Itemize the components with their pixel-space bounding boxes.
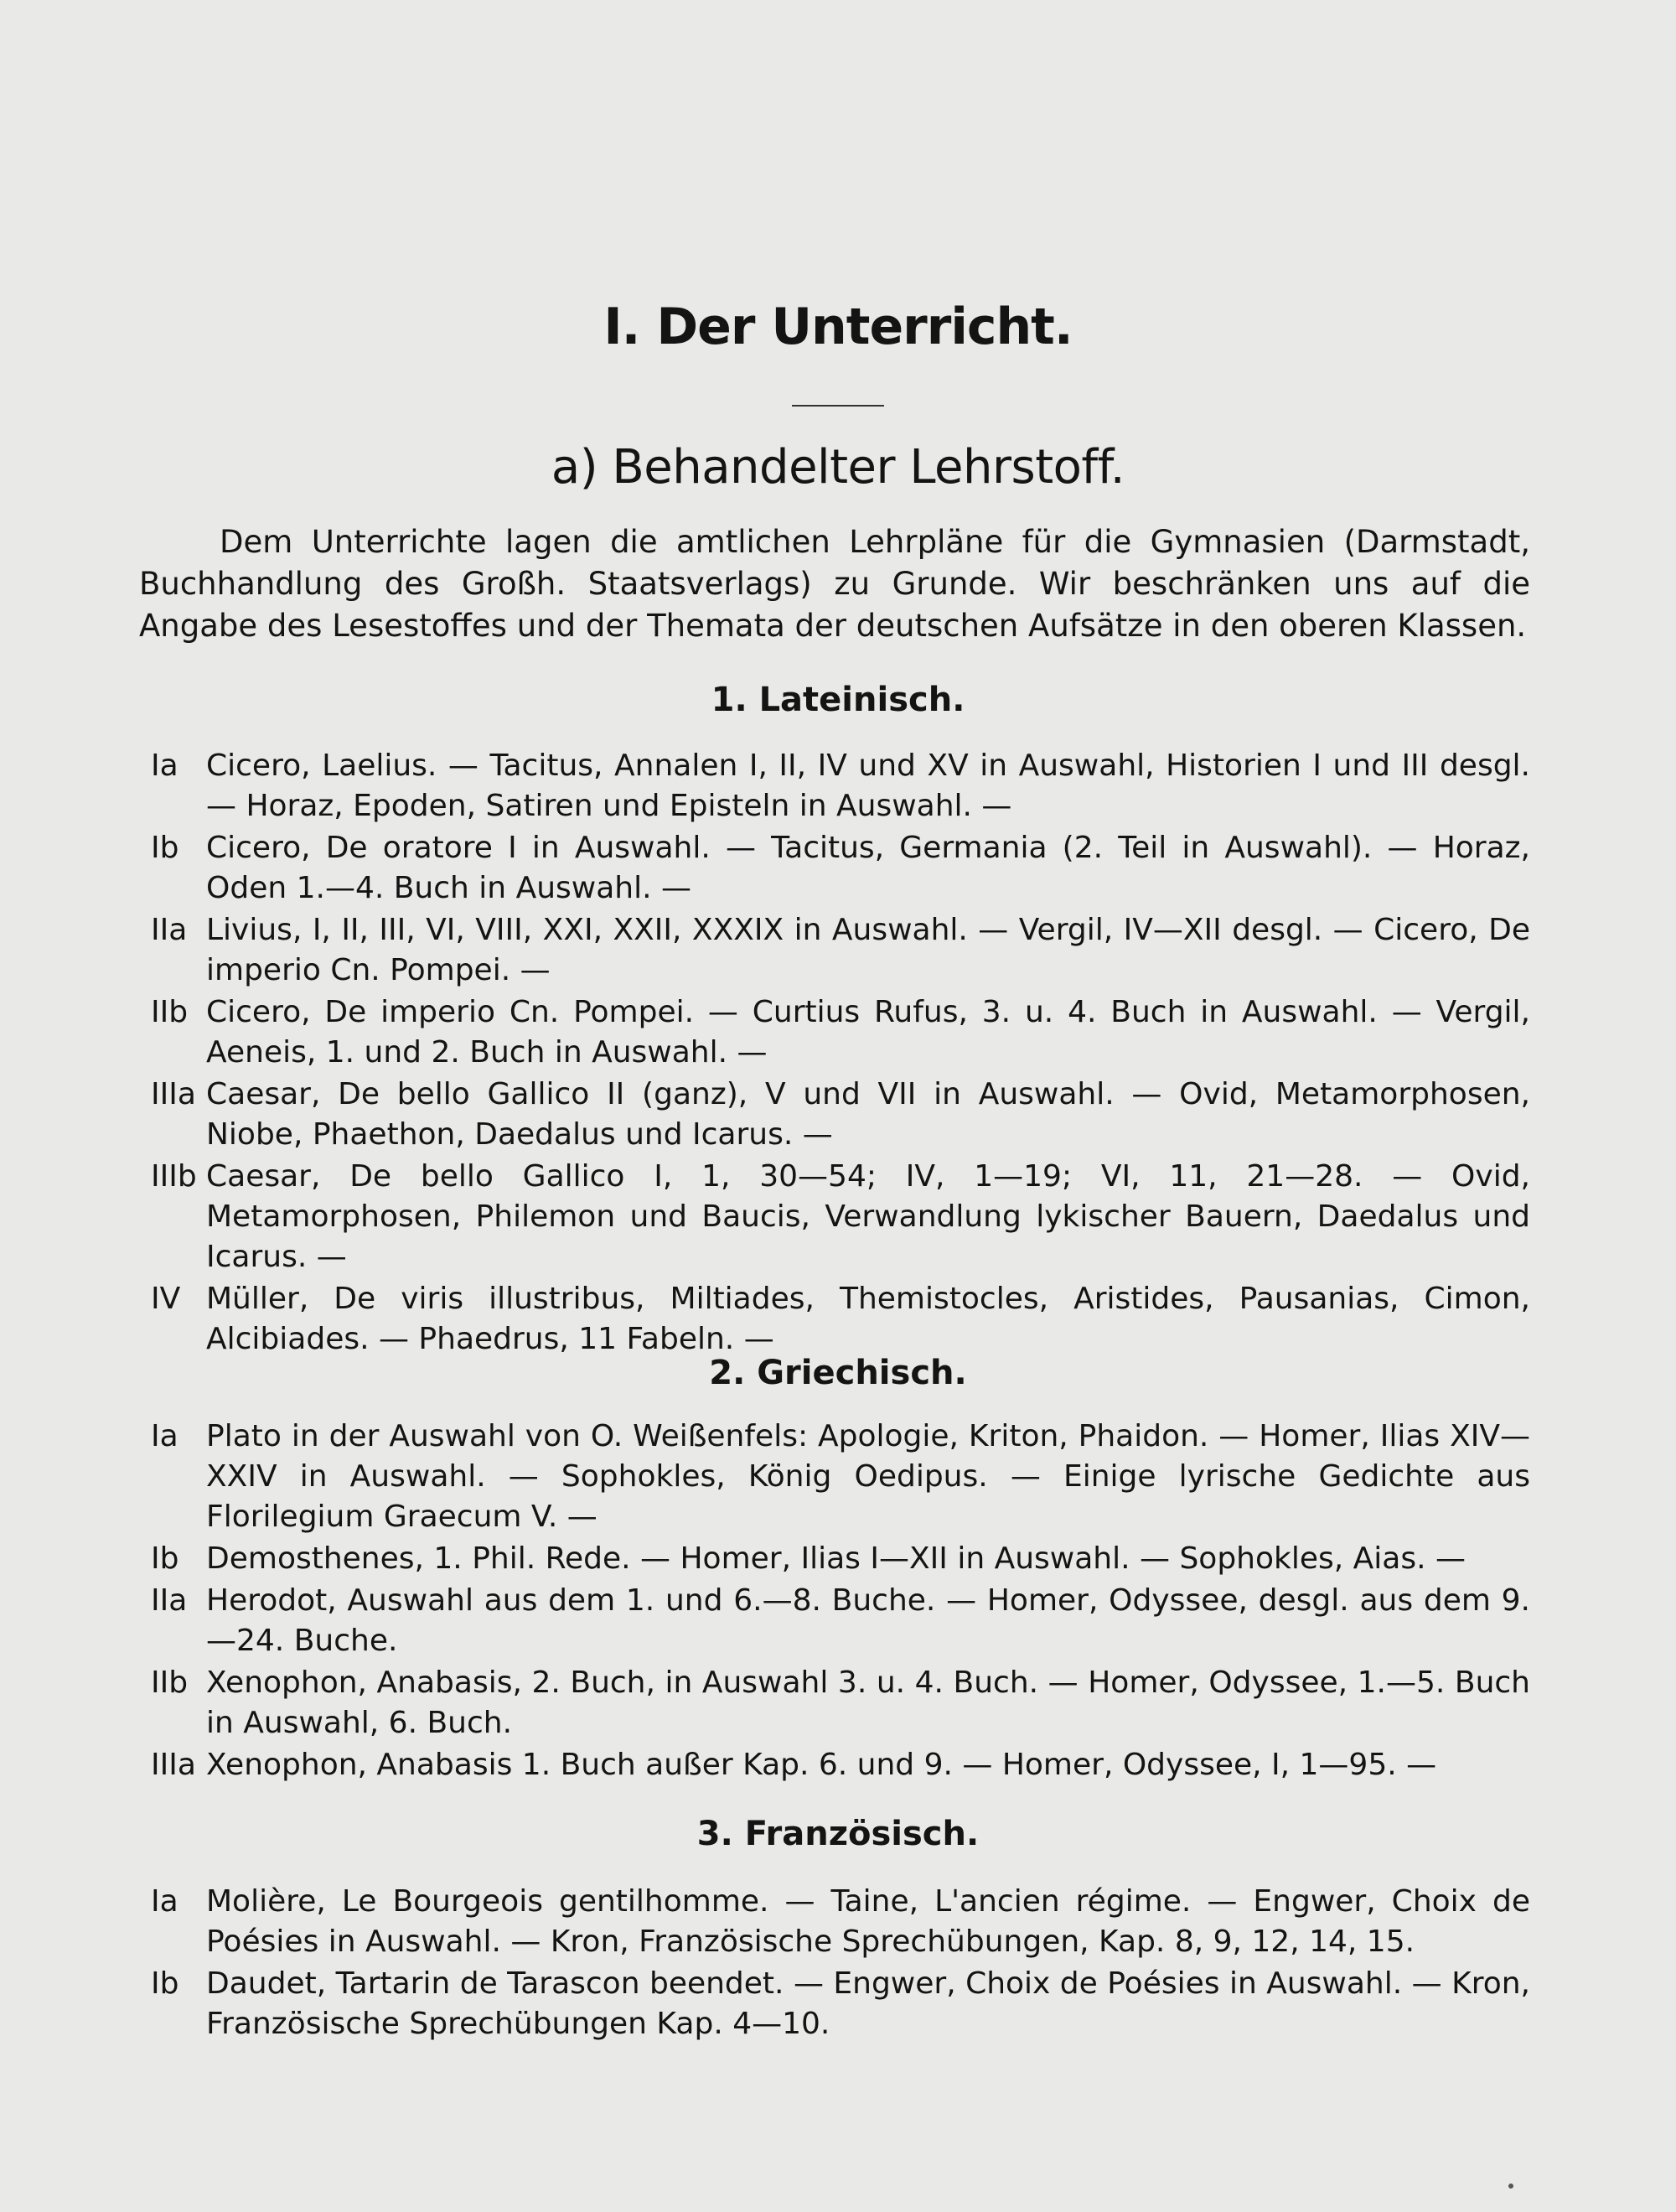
entry-french-ia [139,1882,1530,1962]
section-heading-french: 3. Französisch. [696,1815,980,1853]
entry-text: Caesar, De bello Gallico I, 1, 30—54; IV, 1—19; VI, 11, 21—28. — Ovid, Metamorphosen, Philemon und Baucis, Verwandlung lykischer Bauern, Daedalus und Icarus. — [206,1159,1530,1274]
class-label: IIb [151,995,189,1029]
entry-text: Cicero, De oratore I in Auswahl. — Tacitus, Germania (2. Teil in Auswahl). — Horaz, Oden 1.—4. Buch in Auswahl. — [206,831,1530,905]
entry-text: Caesar, De bello Gallico II (ganz), V und VII in Auswahl. — Ovid, Metamorphosen, Niobe, Phaethon, Daedalus und Icarus. — [206,1077,1530,1152]
entry-text: Cicero, Laelius. — Tacitus, Annalen I, II, IV und XV in Auswahl, Historien I und III desgl. — Horaz, Epoden, Satiren und Episteln in Auswahl. — [206,749,1530,823]
intro-paragraph: Dem Unterrichte lagen die amtlichen Lehrpläne für die Gymnasien (Darmstadt, Buchhandlung des Großh. Staatsverlags) zu Grunde. Wir beschränken uns auf die Angabe des Lesestoffes und der Themata der deutschen Aufsätze in den oberen Klassen. [139,524,1530,644]
class-label: IIa [151,1583,188,1618]
class-label: IIa [151,913,188,947]
class-label: IIIb [151,1159,197,1194]
entry-text: Daudet, Tartarin de Tarascon beendet. — Engwer, Choix de Poésies in Auswahl. — Kron, Französische Sprechübungen Kap. 4—10. [206,1966,1530,2041]
entry-text: Müller, De viris illustribus, Miltiades, Themistocles, Aristides, Pausanias, Cimon, Alcibiades. — Phaedrus, 11 Fabeln. — [206,1282,1530,1356]
entry-text: Xenophon, Anabasis 1. Buch außer Kap. 6. und 9. — Homer, Odyssee, I, 1—95. — [206,1748,1437,1782]
entry-latin-iib [139,992,1530,1073]
entry-latin-iiia [139,1075,1530,1155]
class-label: IIIa [151,1748,196,1782]
entry-text: Plato in der Auswahl von O. Weißenfels: Apologie, Kriton, Phaidon. — Homer, Ilias XIV—XXIV in Auswahl. — Sophokles, König Oedipus. — Einige lyrische Gedichte aus Florilegium Graecum V. — [206,1419,1530,1534]
title-divider [792,405,884,407]
entry-text: Livius, I, II, III, VI, VIII, XXI, XXII, XXXIX in Auswahl. — Vergil, IV—XII desgl. — Cicero, De imperio Cn. Pompei. — [206,913,1530,987]
section-heading-greek: 2. Griechisch. [709,1354,967,1392]
entry-greek-iiia [139,1745,1530,1785]
class-label: Ia [151,1884,178,1919]
class-label: IIb [151,1665,189,1700]
entry-latin-iv [139,1279,1530,1360]
entry-greek-ia [139,1417,1530,1537]
entry-greek-ib [139,1539,1530,1579]
paper-speck [1508,2184,1513,2189]
section-greek-list [139,1417,1530,1787]
entry-latin-iiib [139,1157,1530,1277]
entry-french-ib [139,1964,1530,2044]
class-label: Ib [151,831,179,865]
section-heading-latin: 1. Lateinisch. [711,681,965,719]
entry-text: Xenophon, Anabasis, 2. Buch, in Auswahl 3. u. 4. Buch. — Homer, Odyssee, 1.—5. Buch in Auswahl, 6. Buch. [206,1665,1530,1740]
entry-text: Cicero, De imperio Cn. Pompei. — Curtius Rufus, 3. u. 4. Buch in Auswahl. — Vergil, Aeneis, 1. und 2. Buch in Auswahl. — [206,995,1530,1070]
class-label: Ia [151,749,178,783]
class-label: Ia [151,1419,178,1453]
entry-greek-iib [139,1663,1530,1743]
entry-greek-iia [139,1581,1530,1661]
class-label: Ib [151,1966,179,2001]
class-label: IIIa [151,1077,196,1111]
entry-latin-ib [139,828,1530,909]
class-label: Ib [151,1541,179,1576]
sub-title: a) Behandelter Lehrstoff. [551,440,1125,495]
class-label: IV [151,1282,181,1316]
section-french-list [139,1882,1530,2046]
entry-latin-iia [139,910,1530,991]
entry-text: Molière, Le Bourgeois gentilhomme. — Taine, L'ancien régime. — Engwer, Choix de Poésies in Auswahl. — Kron, Französische Sprechübungen, Kap. 8, 9, 12, 14, 15. [206,1884,1530,1959]
entry-text: Demosthenes, 1. Phil. Rede. — Homer, Ilias I—XII in Auswahl. — Sophokles, Aias. — [206,1541,1466,1576]
entry-latin-ia [139,746,1530,826]
entry-text: Herodot, Auswahl aus dem 1. und 6.—8. Buche. — Homer, Odyssee, desgl. aus dem 9.—24. Buche. [206,1583,1530,1658]
main-title: I. Der Unterricht. [603,298,1073,356]
section-latin-list [139,746,1530,1361]
